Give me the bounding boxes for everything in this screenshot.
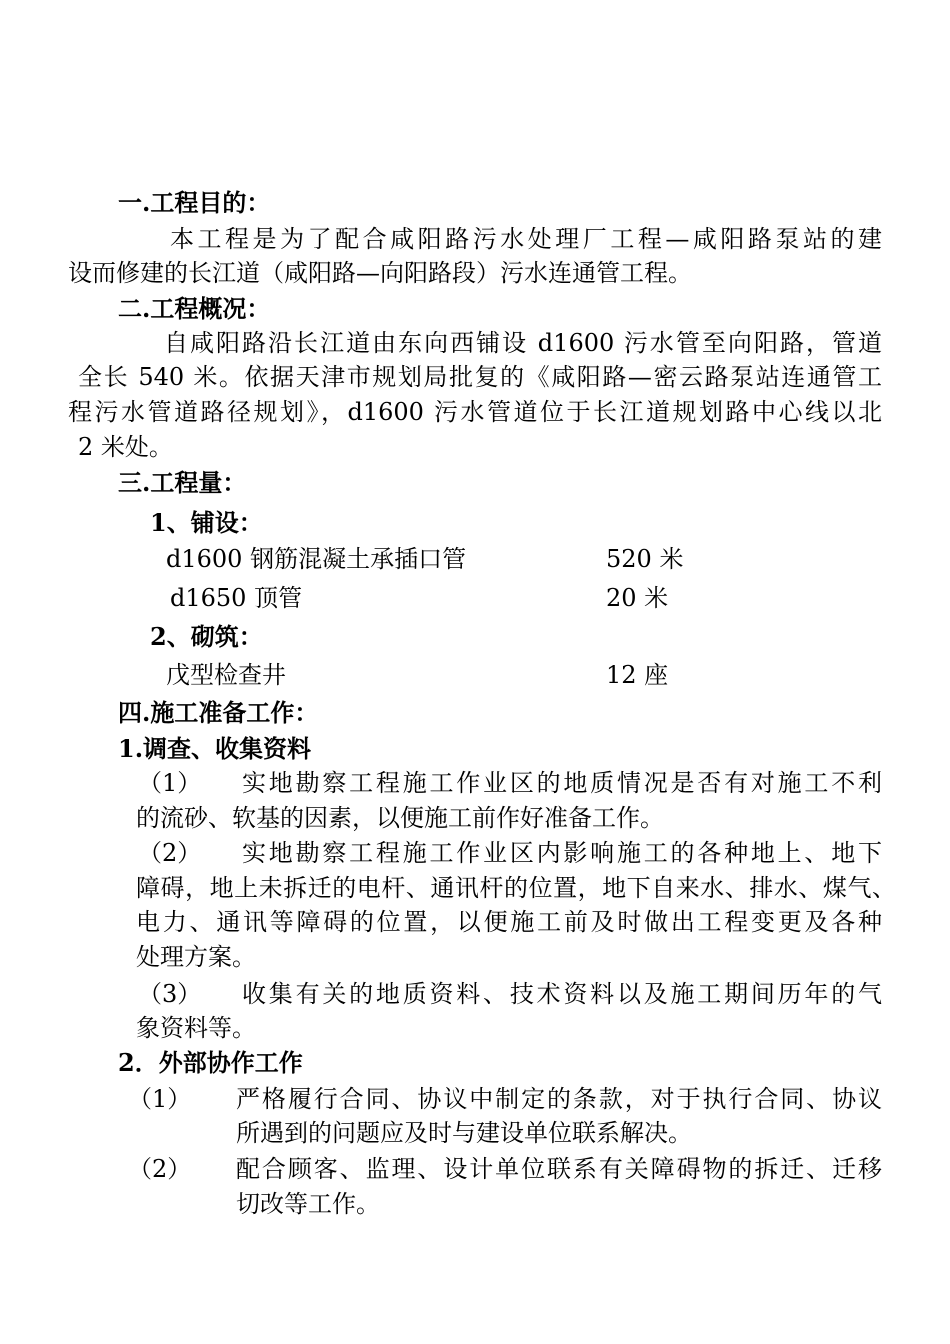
paragraph-line: 程污水管道路径规划》，d1600 污水管道位于长江道规划路中心线以北 bbox=[68, 398, 882, 426]
quantity-item-name: d1600 钢筋混凝土承插口管 bbox=[166, 545, 467, 573]
section-4-heading: 四.施工准备工作： bbox=[118, 698, 319, 727]
quantity-item-value: 520 米 bbox=[606, 545, 684, 573]
list-item-line: 所遇到的问题应及时与建设单位联系解决。 bbox=[236, 1119, 692, 1147]
list-item-line: 实地勘察工程施工作业区内影响施工的各种地上、地下 bbox=[242, 839, 882, 867]
section-3-heading: 三.工程量： bbox=[118, 468, 247, 497]
list-item-line: 配合顾客、监理、设计单位联系有关障碍物的拆迁、迁移 bbox=[236, 1155, 882, 1183]
list-item-line: 切改等工作。 bbox=[236, 1190, 380, 1218]
list-item-number: （3） bbox=[138, 980, 202, 1008]
paragraph-line: 自咸阳路沿长江道由东向西铺设 d1600 污水管至向阳路，管道 bbox=[164, 329, 882, 357]
list-item-line: 象资料等。 bbox=[136, 1014, 256, 1042]
paragraph-line: 全长 540 米。依据天津市规划局批复的《咸阳路—密云路泵站连通管工 bbox=[78, 363, 882, 391]
subsection-heading: 2、砌筑： bbox=[150, 622, 263, 651]
list-item-number: （1） bbox=[138, 769, 202, 797]
subsection-heading: 1、铺设： bbox=[150, 508, 263, 537]
list-item-line: 严格履行合同、协议中制定的条款，对于执行合同、协议 bbox=[236, 1085, 882, 1113]
list-item-number: （2） bbox=[138, 839, 202, 867]
quantity-item-value: 12 座 bbox=[606, 661, 669, 689]
quantity-item-value: 20 米 bbox=[606, 584, 669, 612]
section-1-heading: 一.工程目的： bbox=[118, 188, 271, 217]
quantity-item-name: 戊型检查井 bbox=[166, 661, 286, 689]
list-item-line: 处理方案。 bbox=[136, 943, 256, 971]
section-2-heading: 二.工程概况： bbox=[118, 294, 271, 323]
subsection-heading: 1.调查、收集资料 bbox=[118, 734, 312, 763]
subsection-heading: 2．外部协作工作 bbox=[118, 1048, 303, 1077]
list-item-line: 收集有关的地质资料、技术资料以及施工期间历年的气 bbox=[242, 980, 882, 1008]
paragraph-line: 设而修建的长江道（咸阳路—向阳路段）污水连通管工程。 bbox=[68, 259, 692, 287]
paragraph-line: 2 米处。 bbox=[78, 433, 173, 461]
list-item-line: 实地勘察工程施工作业区的地质情况是否有对施工不利 bbox=[242, 769, 882, 797]
list-item-line: 电力、通讯等障碍的位置，以便施工前及时做出工程变更及各种 bbox=[136, 908, 882, 936]
list-item-line: 障碍，地上未拆迁的电杆、通讯杆的位置，地下自来水、排水、煤气、 bbox=[136, 874, 896, 902]
list-item-number: （1） bbox=[128, 1085, 192, 1113]
quantity-item-name: d1650 顶管 bbox=[170, 584, 303, 612]
list-item-number: （2） bbox=[128, 1155, 192, 1183]
paragraph-line: 本工程是为了配合咸阳路污水处理厂工程—咸阳路泵站的建 bbox=[170, 225, 882, 253]
list-item-line: 的流砂、软基的因素，以便施工前作好准备工作。 bbox=[136, 804, 664, 832]
